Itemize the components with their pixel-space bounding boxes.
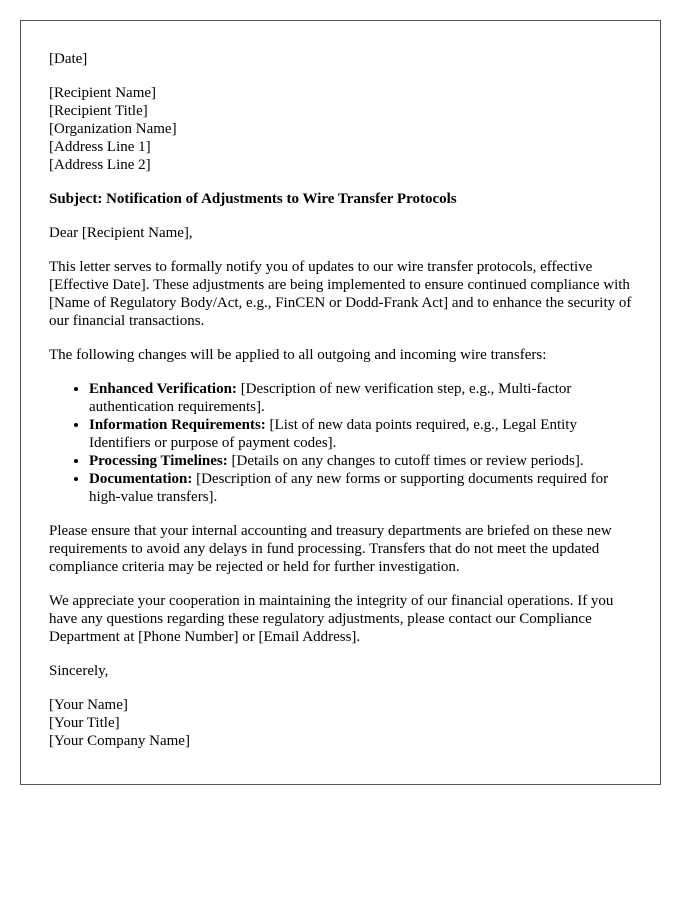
change-item-documentation [89,470,632,506]
recipient-title: [Recipient Title] [49,103,148,119]
recipient-organization: [Organization Name] [49,121,177,137]
sender-name: [Your Name] [49,697,128,713]
change-text: [List of new data points required, e.g., Legal Entity Identifiers or purpose of payment codes]. [89,417,577,451]
intro-paragraph: This letter serves to formally notify you of updates to our wire transfer protocols, effective [Effective Date]. These adjustments are being implemented to ensure continued compliance with [Name of Regulatory Body/Act, e.g., FinCEN or Dodd-Frank Act] and to enhance the security of our financial transactions. [49,259,632,329]
closing-paragraph: We appreciate your cooperation in maintaining the integrity of our financial operations. If you have any questions regarding these regulatory adjustments, please contact our Compliance Department at [Phone Number] or [Email Address]. [49,593,614,645]
change-item-information [89,416,632,452]
sender-title: [Your Title] [49,715,120,731]
change-item-timelines [89,452,632,470]
sign-off: Sincerely, [49,663,109,679]
recipient-address-line-1: [Address Line 1] [49,139,151,155]
change-term: Enhanced Verification: [89,381,237,397]
instructions-paragraph: Please ensure that your internal accounting and treasury departments are briefed on these new requirements to avoid any delays in fund processing. Transfers that do not meet the updated compliance criteria may be rejected or held for further investigation. [49,523,612,575]
letter-date: [Date] [49,51,88,67]
change-item-verification [89,380,632,416]
change-text: [Description of new verification step, e.g., Multi-factor authentication requirements]. [89,381,572,415]
sender-block [49,696,632,750]
change-term: Processing Timelines: [89,453,228,469]
recipient-name: [Recipient Name] [49,85,157,101]
recipient-address-line-2: [Address Line 2] [49,157,151,173]
change-term: Information Requirements: [89,417,266,433]
change-text: [Description of any new forms or supporting documents required for high-value transfers]. [89,471,609,505]
letter-subject: Subject: Notification of Adjustments to Wire Transfer Protocols [49,191,457,207]
changes-lead: The following changes will be applied to all outgoing and incoming wire transfers: [49,347,547,363]
salutation: Dear [Recipient Name], [49,225,193,241]
change-term: Documentation: [89,471,193,487]
changes-list [49,380,632,506]
change-text: [Details on any changes to cutoff times or review periods]. [227,453,584,469]
letter [20,20,661,785]
recipient-block [49,84,632,174]
sender-company: [Your Company Name] [49,733,190,749]
